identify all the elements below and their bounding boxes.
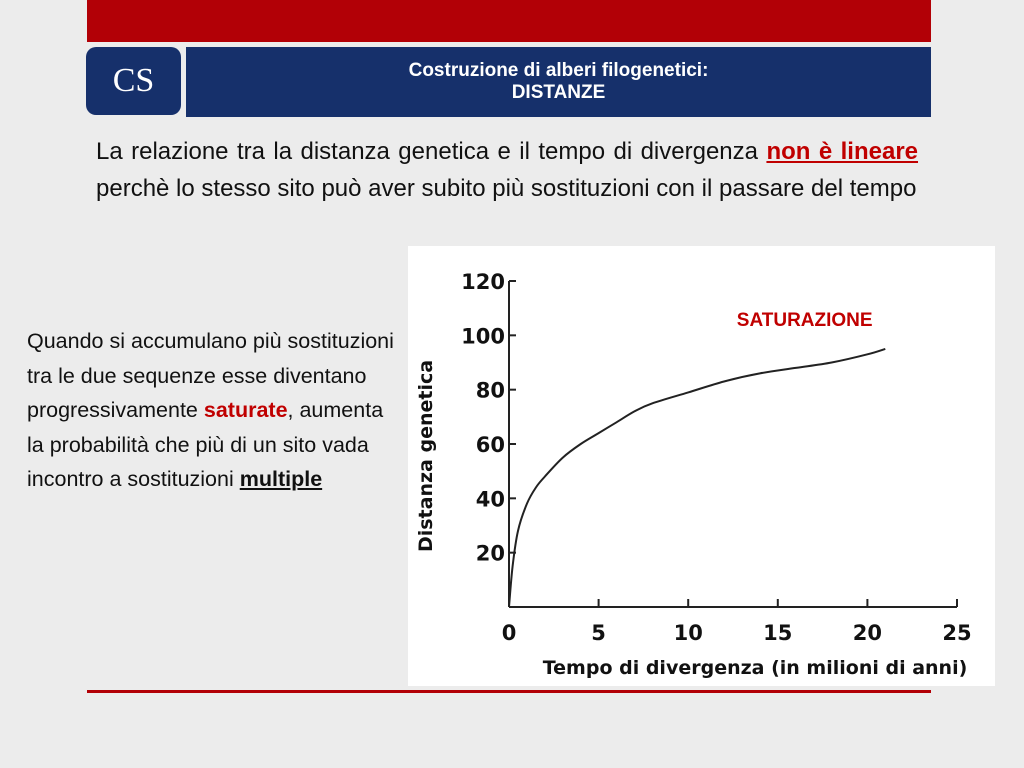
- y-tick-label: 20: [475, 541, 505, 566]
- chart-panel: [408, 246, 995, 686]
- y-tick-label: 60: [475, 433, 505, 457]
- slide-title-line2: DISTANZE: [511, 82, 606, 103]
- intro-text-before: La relazione tra la distanza genetica e il tempo di divergenza: [96, 138, 767, 165]
- intro-paragraph: [96, 133, 918, 207]
- chart-axes: [509, 281, 957, 607]
- divergence-chart: [408, 246, 995, 686]
- intro-text-after: perchè lo stesso sito può aver subito più sostituzioni con il passare del tempo: [96, 175, 917, 202]
- bottom-divider: [87, 690, 931, 693]
- y-tick-label: 120: [461, 270, 505, 294]
- y-axis-ticks: [461, 270, 516, 566]
- x-axis-label: Tempo di divergenza (in milioni di anni): [542, 657, 968, 679]
- side-saturate: saturate: [203, 398, 288, 422]
- x-tick-label: 10: [673, 621, 703, 645]
- saturation-annotation: SATURAZIONE: [736, 309, 873, 331]
- side-text-part1: Quando si accumulano più sostituzioni tra le due sequenze esse diventano progressivamente: [27, 329, 394, 422]
- x-tick-label: 25: [942, 621, 972, 645]
- x-tick-label: 20: [852, 621, 883, 645]
- x-tick-label: 0: [501, 621, 517, 645]
- y-tick-label: 100: [461, 324, 505, 349]
- cs-badge-label: CS: [112, 62, 155, 99]
- top-accent-bar: [87, 0, 931, 42]
- cs-badge: [86, 47, 181, 115]
- y-tick-label: 40: [475, 487, 505, 512]
- side-multiple: multiple: [239, 467, 323, 491]
- saturation-curve: [509, 349, 885, 607]
- x-tick-label: 5: [591, 621, 606, 645]
- y-axis-label: Distanza genetica: [415, 359, 437, 553]
- x-axis-ticks: [502, 599, 972, 645]
- y-tick-label: 80: [475, 378, 505, 403]
- side-paragraph: [27, 324, 399, 497]
- x-tick-label: 15: [763, 621, 793, 645]
- slide-title: [186, 47, 931, 117]
- intro-emphasis: non è lineare: [766, 138, 919, 165]
- slide-title-line1: Costruzione di alberi filogenetici:: [408, 60, 709, 81]
- side-text-part2: , aumenta la probabilità che più di un sito vada incontro a sostituzioni: [27, 398, 384, 491]
